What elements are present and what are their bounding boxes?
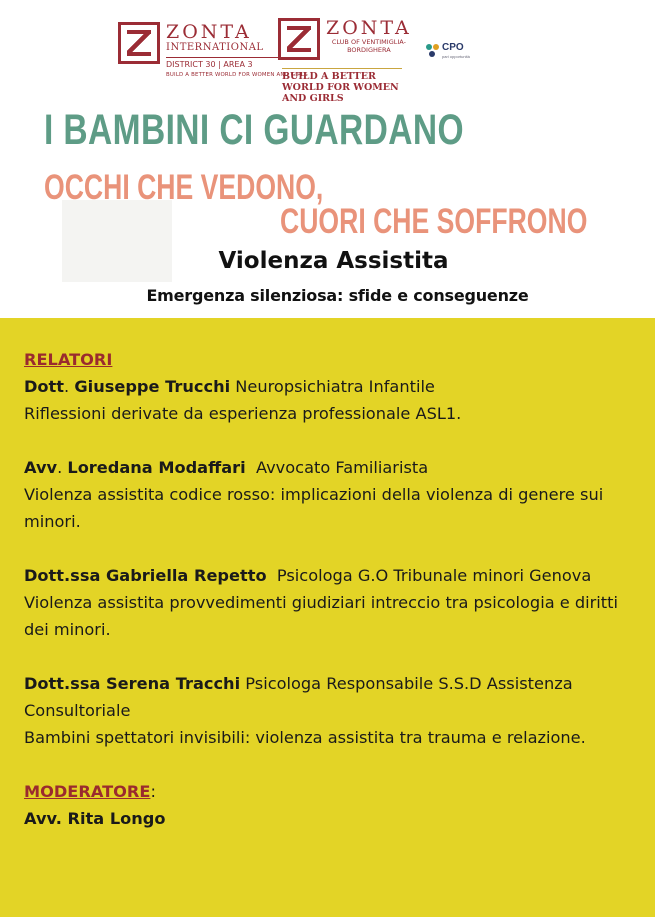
zonta-club-logo <box>278 17 412 104</box>
speaker-4 <box>24 670 634 724</box>
speaker-4-talk: Bambini spettatori invisibili: violenza assistita tra trauma e relazione. <box>24 728 586 747</box>
moderatore-colon: : <box>150 782 156 801</box>
header-area <box>0 0 655 318</box>
relatori-heading: RELATORI <box>24 350 113 369</box>
event-subtitle-line2: CUORI CHE SOFFRONO <box>280 202 588 241</box>
speaker-4-role: Psicologa Responsabile S.S.D Assistenza Consultoriale <box>24 674 573 720</box>
moderatore-heading: MODERATORE <box>24 782 151 801</box>
speaker-3-talk: Violenza assistita provvedimenti giudiziari intreccio tra psicologia e diritti dei minori. <box>24 593 618 639</box>
cpo-label: CPO <box>442 42 464 53</box>
zonta-club-line2: BORDIGHERA <box>347 46 391 54</box>
zonta-club-line1: CLUB OF VENTIMIGLIA- <box>331 38 406 46</box>
zonta-club-tagline: BUILD A BETTER WORLD FOR WOMEN AND GIRLS <box>282 68 402 104</box>
event-subtitle-line1: OCCHI CHE VEDONO, <box>44 168 324 207</box>
zonta-international-label: INTERNATIONAL <box>166 42 264 53</box>
speaker-1: Dott. Giuseppe Trucchi Neuropsichiatra Infantile <box>24 377 435 396</box>
event-topic: Violenza Assistita <box>218 248 449 274</box>
speaker-1-talk: Riflessioni derivate da esperienza professionale ASL1. <box>24 404 462 423</box>
speaker-2-name: Loredana Modaffari <box>67 458 246 477</box>
zonta-district-label: DISTRICT 30 | AREA 3 <box>166 57 308 71</box>
zonta-club-brand: ZONTA <box>326 17 412 39</box>
speaker-4-name: Dott.ssa Serena Tracchi <box>24 674 241 693</box>
speaker-2-talk: Violenza assistita codice rosso: implicazioni della violenza di genere sui minori. <box>24 485 604 531</box>
moderatore-name: Avv. Rita Longo <box>24 809 166 828</box>
speaker-3-name: Dott.ssa Gabriella Repetto <box>24 566 267 585</box>
zonta-emblem-icon <box>118 22 160 64</box>
speaker-3 <box>24 562 634 589</box>
cpo-logo <box>424 42 484 66</box>
speakers-content <box>24 346 634 859</box>
speaker-1-role: Neuropsichiatra Infantile <box>230 377 435 396</box>
speaker-2: Avv. Loredana Modaffari Avvocato Familiarista <box>24 458 429 477</box>
zonta-tagline: BUILD A BETTER WORLD FOR WOMEN AND GIRLS <box>166 72 308 78</box>
speaker-3-role: Psicologa G.O Tribunale minori Genova <box>266 566 592 585</box>
cpo-dots-icon <box>426 44 440 58</box>
event-tagline: Emergenza silenziosa: sfide e conseguenze <box>146 286 529 305</box>
cpo-sub-label: pari opportunità <box>442 54 470 59</box>
zonta-brand: ZONTA <box>166 21 252 43</box>
speaker-1-name: Giuseppe Trucchi <box>74 377 231 396</box>
zonta-club-emblem-icon <box>278 18 320 60</box>
speakers-panel <box>0 318 655 917</box>
event-title: I BAMBINI CI GUARDANO <box>44 106 464 154</box>
speaker-2-role: Avvocato Familiarista <box>245 458 429 477</box>
